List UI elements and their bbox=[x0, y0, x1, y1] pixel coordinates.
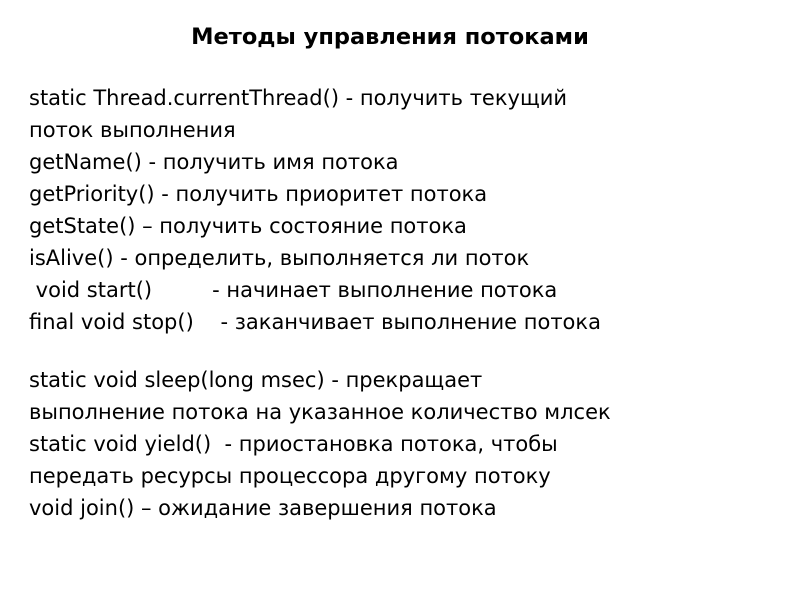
text-line: static void yield() - приостановка потока, чтобы bbox=[29, 432, 558, 456]
text-line: static Thread.currentThread() - получить текущий bbox=[29, 86, 568, 110]
paragraph-gap bbox=[29, 338, 789, 364]
text-line: передать ресурсы процессора другому потоку bbox=[29, 464, 551, 488]
text-line: поток выполнения bbox=[29, 118, 236, 142]
text-line: getPriority() - получить приоритет потока bbox=[29, 182, 488, 206]
text-line: void start() - начинает выполнение потока bbox=[29, 278, 558, 302]
text-line: final void stop() - заканчивает выполнение потока bbox=[29, 310, 601, 334]
text-line: void join() – ожидание завершения потока bbox=[29, 496, 497, 520]
text-line: выполнение потока на указанное количество млсек bbox=[29, 400, 611, 424]
slide-body bbox=[29, 82, 789, 524]
text-line: isAlive() - определить, выполняется ли поток bbox=[29, 246, 530, 270]
slide-title: Методы управления потоками bbox=[191, 24, 589, 50]
text-line: static void sleep(long msec) - прекращает bbox=[29, 368, 483, 392]
text-line: getName() - получить имя потока bbox=[29, 150, 399, 174]
text-line: getState() – получить состояние потока bbox=[29, 214, 467, 238]
